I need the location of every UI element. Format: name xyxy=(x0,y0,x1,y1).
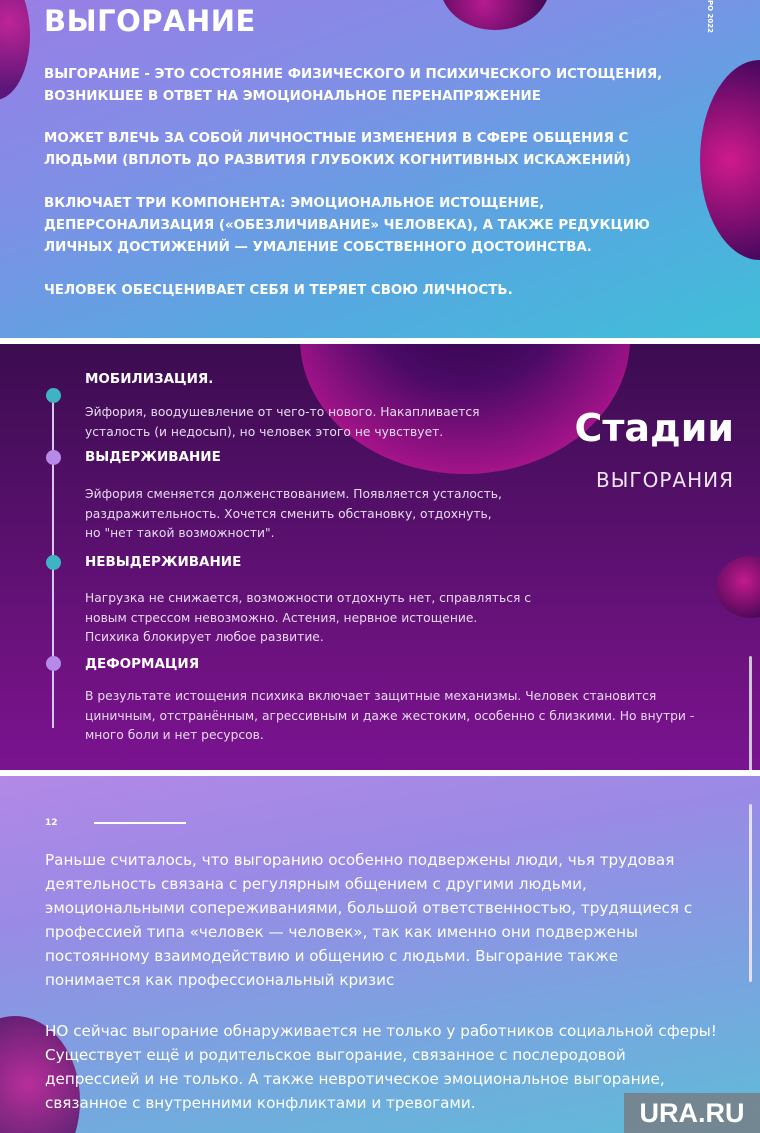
stage-title: ДЕФОРМАЦИЯ xyxy=(85,656,200,672)
side-tag: РО 2022 xyxy=(706,0,714,34)
stage-description: В результате истощения психика включает защитные механизмы. Человек становится циничным, отстранённым, агрессивным и даже жестоким, особенно с близкими. Но внутри - много боли и нет ресурсов. xyxy=(85,689,695,742)
timeline-dot xyxy=(46,450,61,465)
body-paragraph: Раньше считалось, что выгоранию особенно подвержены люди, чья трудовая деятельность связана с регулярным общением с другими людьми, эмоциональными сопереживаниями, большой ответственностью, трудящиеся с профессией типа «человек — человек», так как именно они подвержены постоянному взаимодействию и общению с людьми. Выгорание также понимается как профессиональный кризис xyxy=(45,851,693,989)
slide-burnout-stages xyxy=(0,344,760,770)
decorative-blob xyxy=(0,0,30,100)
decorative-blob xyxy=(700,60,760,260)
timeline-dot xyxy=(46,555,61,570)
definition-paragraph: ЧЕЛОВЕК ОБЕСЦЕНИВАЕТ СЕБЯ И ТЕРЯЕТ СВОЮ ЛИЧНОСТЬ. xyxy=(44,283,513,298)
definition-paragraph: ВКЛЮЧАЕТ ТРИ КОМПОНЕНТА: ЭМОЦИОНАЛЬНОЕ ИСТОЩЕНИЕ, ДЕПЕРСОНАЛИЗАЦИЯ («ОБЕЗЛИЧИВАНИЕ» ЧЕЛОВЕКА), А ТАКЖЕ РЕДУКЦИЮ ЛИЧНЫХ ДОСТИЖЕНИЙ — УМАЛЕНИЕ СОБСТВЕННОГО ДОСТОИНСТВА. xyxy=(44,196,650,255)
timeline-dot xyxy=(46,656,61,671)
stage-title: МОБИЛИЗАЦИЯ. xyxy=(85,371,214,387)
scrollbar[interactable] xyxy=(749,804,752,982)
stage-description: Эйфория сменяется долженствованием. Появляется усталость, раздражительность. Хочется сменить обстановку, отдохнуть, но "нет такой возможности". xyxy=(85,487,502,540)
definition-paragraph: МОЖЕТ ВЛЕЧЬ ЗА СОБОЙ ЛИЧНОСТНЫЕ ИЗМЕНЕНИЯ В СФЕРЕ ОБЩЕНИЯ С ЛЮДЬМИ (ВПЛОТЬ ДО РАЗВИТИЯ ГЛУБОКИХ КОГНИТИВНЫХ ИСКАЖЕНИЙ) xyxy=(44,131,631,168)
slide-burnout-definition xyxy=(0,0,760,338)
watermark-logo: URA.RU xyxy=(624,1093,760,1133)
definition-paragraph: ВЫГОРАНИЕ - ЭТО СОСТОЯНИЕ ФИЗИЧЕСКОГО И ПСИХИЧЕСКОГО ИСТОЩЕНИЯ, ВОЗНИКШЕЕ В ОТВЕТ НА ЭМОЦИОНАЛЬНОЕ ПЕРЕНАПРЯЖЕНИЕ xyxy=(44,67,663,104)
stages-heading: Стадии xyxy=(574,406,734,450)
divider xyxy=(94,822,186,824)
stage-title: НЕВЫДЕРЖИВАНИЕ xyxy=(85,554,242,570)
slide-title: ВЫГОРАНИЕ xyxy=(44,4,256,38)
stages-subheading: ВЫГОРАНИЯ xyxy=(596,468,734,492)
timeline-dot xyxy=(46,388,61,403)
decorative-blob xyxy=(440,0,550,30)
scrollbar[interactable] xyxy=(749,656,752,770)
stage-description: Эйфория, воодушевление от чего-то нового. Накапливается усталость (и недосып), но человек этого не чувствует. xyxy=(85,405,480,439)
slide-burnout-context xyxy=(0,776,760,1133)
stage-description: Нагрузка не снижается, возможности отдохнуть нет, справляться с новым стрессом невозможно. Астения, нервное истощение. Психика блокирует любое развитие. xyxy=(85,591,532,644)
body-paragraph: НО сейчас выгорание обнаруживается не только у работников социальной сферы! Существует ещё и родительское выгорание, связанное с послеродовой депрессией и не только. А также невротическое эмоциональное выгорание, связанное с внутренними конфликтами и тревогами. xyxy=(45,1022,717,1112)
decorative-blob xyxy=(716,556,760,618)
page-number: 12 xyxy=(45,818,58,828)
stage-title: ВЫДЕРЖИВАНИЕ xyxy=(85,449,221,465)
